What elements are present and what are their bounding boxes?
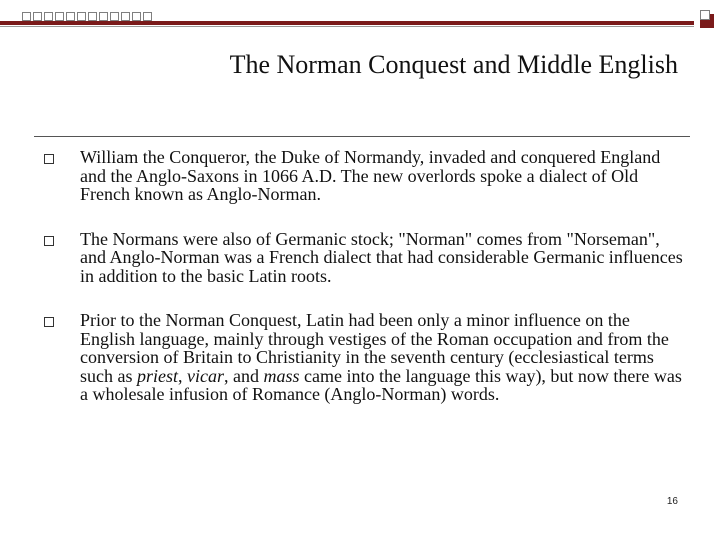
- title-divider: [34, 136, 690, 137]
- text-segment: came into the language this way), but now there was a wholesale infusion of Romance (Anglo-Norman) words.: [80, 365, 682, 404]
- checkbox-bullet-icon: [44, 154, 54, 164]
- italic-term: priest: [137, 365, 179, 386]
- bullet-item: [44, 311, 684, 404]
- decor-square: [66, 12, 75, 21]
- italic-term: vicar: [187, 365, 224, 386]
- text-segment: William the Conqueror, the Duke of Normandy, invaded and conquered England and the Anglo-Saxons in 1066 A.D. The new overlords spoke a dialect of Old French known as Anglo-Norman.: [80, 147, 661, 204]
- header-rule-accent: [0, 21, 694, 25]
- corner-outline-square: [700, 10, 710, 20]
- italic-term: mass: [263, 365, 300, 386]
- decor-square: [22, 12, 31, 21]
- bullet-item: [44, 230, 684, 286]
- header-squares: [22, 12, 154, 21]
- decor-square: [77, 12, 86, 21]
- page-number: 16: [666, 496, 678, 507]
- bullet-list: [44, 148, 684, 430]
- text-segment: ,: [178, 365, 188, 386]
- decor-square: [88, 12, 97, 21]
- checkbox-bullet-icon: [44, 317, 54, 327]
- bullet-item: [44, 148, 684, 204]
- header-rule: [0, 26, 694, 27]
- decor-square: [110, 12, 119, 21]
- bullet-text: [80, 148, 684, 204]
- checkbox-bullet-icon: [44, 236, 54, 246]
- decor-square: [143, 12, 152, 21]
- text-segment: , and: [224, 365, 264, 386]
- bullet-text: [80, 230, 684, 286]
- decor-square: [121, 12, 130, 21]
- slide-title: The Norman Conquest and Middle English: [229, 50, 678, 79]
- text-segment: Prior to the Norman Conquest, Latin had been only a minor influence on the English language, mainly through vestiges of the Roman occupation and from the conversion of Britain to Christianity in the seventh century (ecclesiastical terms such as: [80, 310, 669, 386]
- text-segment: The Normans were also of Germanic stock; "Norman" comes from "Norseman", and Anglo-Norman was a French dialect that had considerable Germanic influences in addition to the basic Latin roots.: [80, 228, 683, 286]
- decor-square: [99, 12, 108, 21]
- decor-square: [132, 12, 141, 21]
- bullet-text: [80, 311, 684, 404]
- decor-square: [44, 12, 53, 21]
- decor-square: [55, 12, 64, 21]
- decor-square: [33, 12, 42, 21]
